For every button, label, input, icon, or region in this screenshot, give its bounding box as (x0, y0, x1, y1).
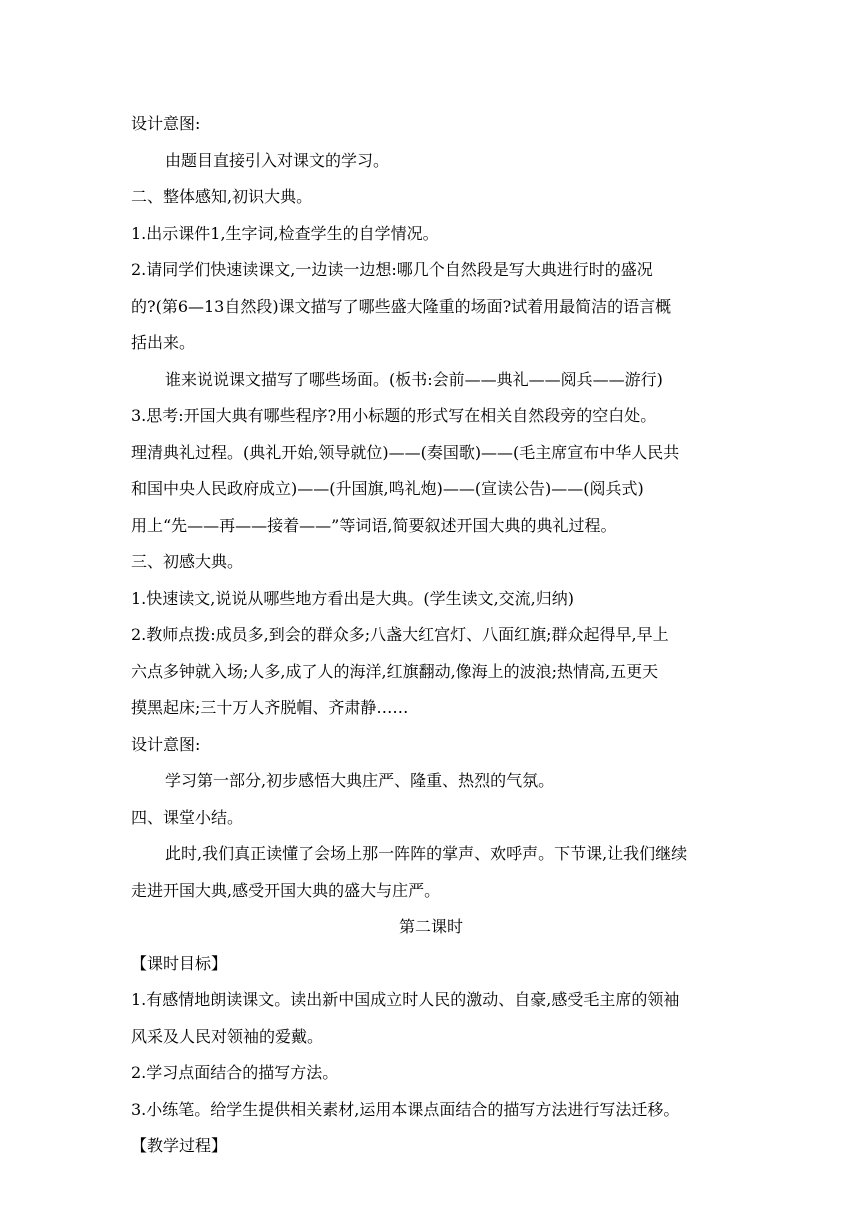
text-line: 1.出示课件1,生字词,检查学生的自学情况。 (131, 223, 439, 243)
text-line: 1.快速读文,说说从哪些地方看出是大典。(学生读文,交流,归纳) (131, 588, 575, 608)
text-line: 走进开国大典,感受开国大典的盛大与庄严。 (131, 880, 441, 900)
text-line: 谁来说说课文描写了哪些场面。(板书:会前——典礼——阅兵——游行) (165, 369, 663, 389)
text-line: 设计意图: (131, 114, 201, 133)
text-line: 3.思考:开国大典有哪些程序?用小标题的形式写在相关自然段旁的空白处。 (131, 406, 657, 425)
text-line: 3.小练笔。给学生提供相关素材,运用本课点面结合的描写方法进行写法迁移。 (131, 1099, 680, 1119)
text-line: 六点多钟就入场;人多,成了人的海洋,红旗翻动,像海上的波浪;热情高,五更天 (131, 661, 659, 681)
text-line: 用上“先——再——接着——”等词语,简要叙述开国大典的典礼过程。 (131, 515, 617, 535)
text-line: 三、初感大典。 (131, 552, 244, 571)
text-line: 四、课堂小结。 (131, 807, 244, 827)
text-line: 1.有感情地朗读课文。读出新中国成立时人民的激动、自豪,感受毛主席的领袖 (131, 990, 680, 1009)
section-heading: 第二课时 (398, 917, 463, 936)
text-line: 理清典礼过程。(典礼开始,领导就位)——(奏国歌)——(毛主席宣布中华人民共 (131, 442, 680, 462)
text-line: 二、整体感知,初识大典。 (131, 187, 313, 206)
document-body (131, 110, 731, 1169)
text-line: 设计意图: (131, 734, 201, 754)
text-line: 【教学过程】 (131, 1136, 228, 1155)
text-line: 2.学习点面结合的描写方法。 (131, 1063, 339, 1082)
text-line: 摸黑起床;三十万人齐脱帽、齐肃静…… (131, 698, 409, 717)
text-line: 此时,我们真正读懂了会场上那一阵阵的掌声、欢呼声。下节课,让我们继续 (165, 844, 688, 863)
text-line: 的?(第6—13自然段)课文描写了哪些盛大隆重的场面?试着用最简洁的语言概 (131, 296, 672, 316)
text-line: 和国中央人民政府成立)——(升国旗,鸣礼炮)——(宣读公告)——(阅兵式) (131, 479, 644, 498)
text-line: 【课时目标】 (131, 953, 228, 973)
text-line: 学习第一部分,初步感悟大典庄严、隆重、热烈的气氛。 (165, 771, 555, 790)
text-line: 2.教师点拨:成员多,到会的群众多;八盏大红宫灯、八面红旗;群众起得早,早上 (131, 625, 669, 644)
text-line: 由题目直接引入对课文的学习。 (165, 150, 390, 170)
text-line: 风采及人民对领袖的爱戴。 (131, 1026, 324, 1046)
text-line: 2.请同学们快速读课文,一边读一边想:哪几个自然段是写大典进行时的盛况 (131, 260, 653, 279)
text-line: 括出来。 (131, 333, 196, 352)
